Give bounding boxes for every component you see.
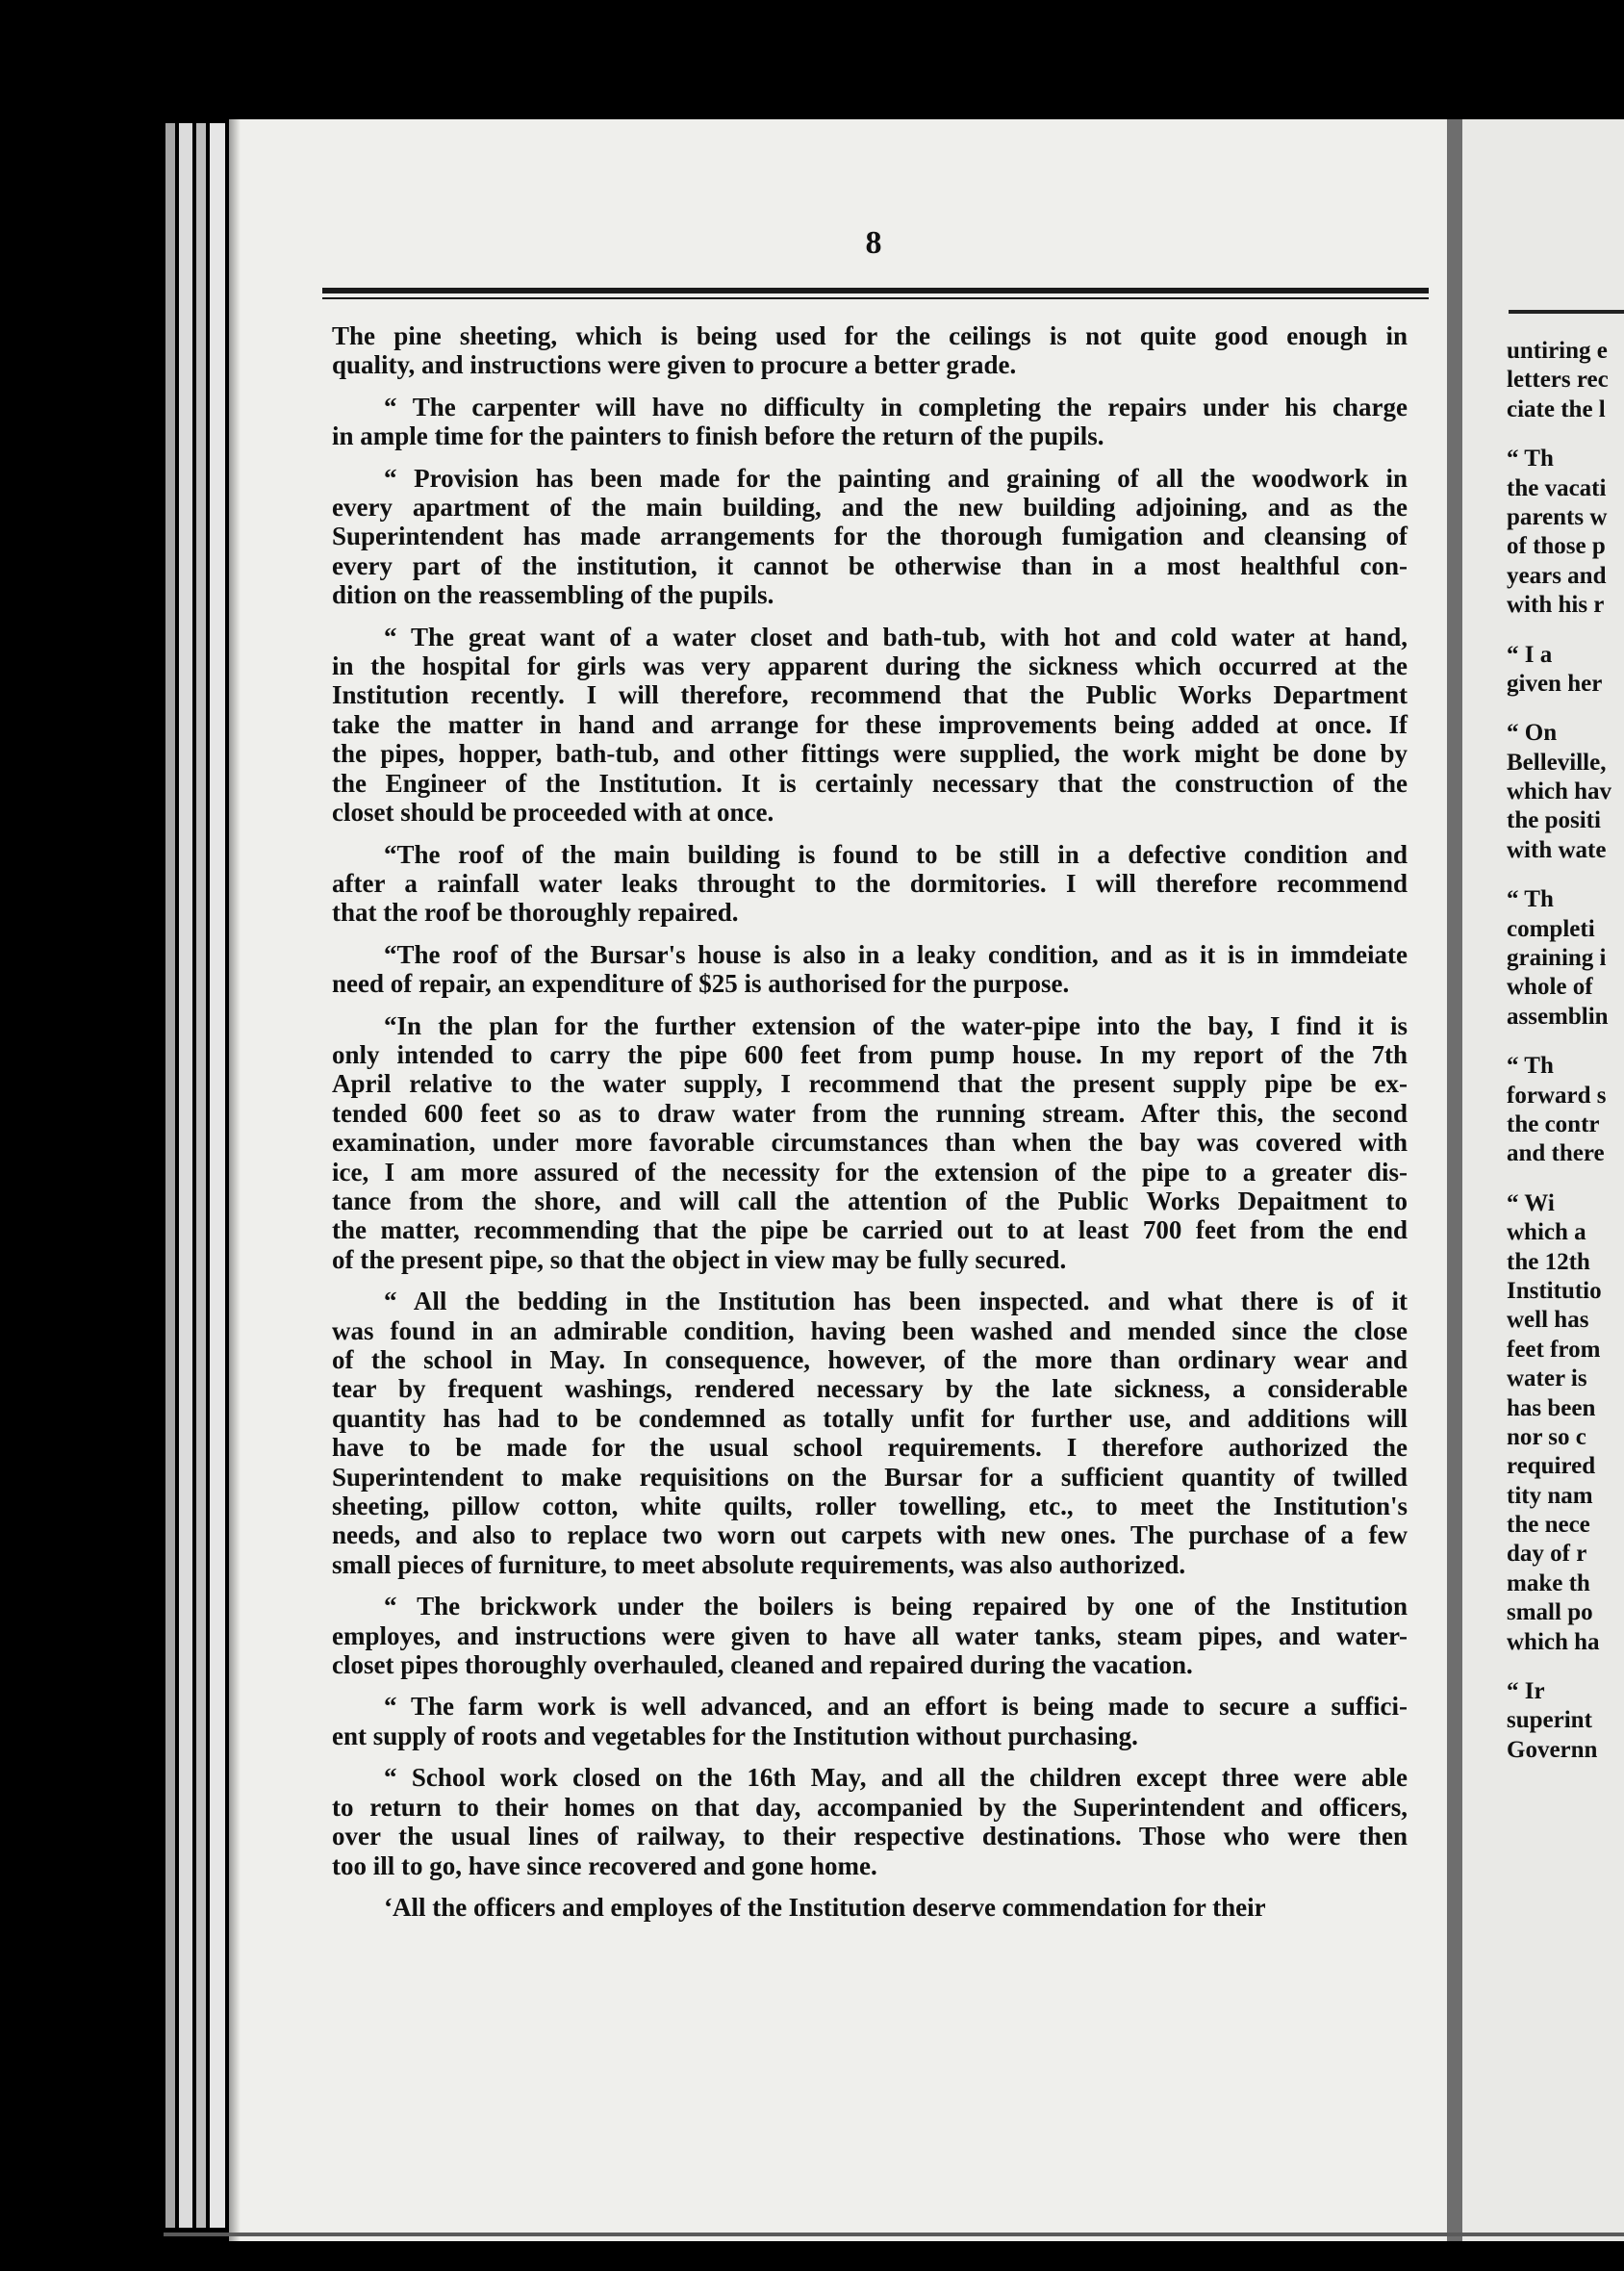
binding-edge [210, 123, 225, 2228]
line-gap [1507, 621, 1624, 641]
line-gap [1507, 1169, 1624, 1189]
text-line: “ Provision has been made for the painting and graining of all the woodwork in [384, 463, 1408, 493]
text-line: “In the plan for the further extension of the water-pipe into the bay, I find it is [384, 1010, 1408, 1040]
facing-page-text [1507, 337, 1624, 1765]
line-gap [1507, 865, 1624, 885]
facing-text-line: “ On [1507, 720, 1558, 747]
text-line: of the school in May. In consequence, however, of the more than ordinary wear and [332, 1345, 1408, 1374]
facing-text-line: day of r [1507, 1541, 1587, 1568]
facing-text-line: assemblin [1507, 1003, 1609, 1030]
text-line: in ample time for the painters to finish before the return of the pupils. [332, 421, 1104, 451]
facing-text-line: water is [1507, 1365, 1587, 1392]
text-line: “ The great want of a water closet and bath-tub, with hot and cold water at hand, [384, 622, 1408, 651]
bottom-edge [164, 2233, 1624, 2236]
text-line: “The roof of the main building is found to be still in a defective condition and [384, 839, 1408, 869]
paragraph [332, 321, 1408, 380]
facing-text-line: untiring e [1507, 338, 1608, 364]
text-line: have to be made for the usual school requirements. I therefore authorized the [332, 1433, 1408, 1463]
text-line: ice, I am more assured of the necessity for the extension of the pipe to a greater dis- [332, 1157, 1408, 1187]
facing-text-line: completi [1507, 915, 1595, 942]
facing-text-line: parents w [1507, 503, 1608, 530]
paragraph [332, 623, 1408, 828]
facing-text-line: has been [1507, 1394, 1596, 1421]
facing-text-line: with wate [1507, 836, 1607, 863]
facing-text-line: Belleville, [1507, 749, 1607, 776]
text-line: Superintendent has made arrangements for the thorough fumigation and cleansing of [332, 522, 1408, 551]
paragraph [332, 840, 1408, 928]
gutter-shadow [1447, 119, 1462, 2241]
line-gap [1507, 699, 1624, 719]
line-gap [1507, 424, 1624, 445]
facing-text-line: the nece [1507, 1512, 1590, 1539]
facing-text-line: which hav [1507, 778, 1612, 805]
text-line: small pieces of furniture, to meet absolute requirements, was also authorized. [332, 1549, 1186, 1579]
text-line: quantity has had to be condemned as totally unfit for further use, and additions will [332, 1403, 1408, 1433]
body-text [332, 321, 1408, 1934]
text-line: “The roof of the Bursar's house is also in a leaky condition, and as it is in immdeiate [384, 939, 1408, 969]
text-line: Institution recently. I will therefore, recommend that the Public Works Department [332, 680, 1408, 710]
text-line: examination, under more favorable circumstances than when the bay was covered with [332, 1128, 1408, 1158]
text-line: take the matter in hand and arrange for these improvements being added at once. If [332, 709, 1408, 739]
text-line: Superintendent to make requisitions on the Bursar for a sufficient quantity of twilled [332, 1462, 1408, 1492]
facing-text-line: “ Th [1507, 446, 1554, 472]
text-line: closet pipes thoroughly overhauled, cleaned and repaired during the vacation. [332, 1650, 1193, 1680]
facing-text-line: “ Ir [1507, 1678, 1545, 1705]
text-line: every part of the institution, it cannot be otherwise than in a most healthful con- [332, 550, 1408, 580]
text-line: needs, and also to replace two worn out carpets with new ones. The purchase of a few [332, 1520, 1408, 1550]
text-line: need of repair, an expenditure of $25 is authorised for the purpose. [332, 969, 1070, 999]
paragraph [332, 1763, 1408, 1880]
header-rule-thin [322, 297, 1429, 299]
paragraph [332, 1011, 1408, 1275]
page-shadow [229, 119, 241, 2241]
facing-text-line: Institutio [1507, 1277, 1602, 1304]
text-line: of the present pipe, so that the object in view may be fully secured. [332, 1244, 1067, 1274]
text-line: tended 600 feet so as to draw water from the running stream. After this, the second [332, 1098, 1408, 1128]
paragraph [332, 1592, 1408, 1679]
page-number: 8 [865, 225, 882, 261]
paragraph [332, 1893, 1408, 1922]
facing-text-line: ciate the l [1507, 396, 1606, 422]
facing-text-line: “ Th [1507, 1053, 1554, 1080]
text-line: tance from the shore, and will call the attention of the Public Works Depaitment to [332, 1186, 1408, 1215]
facing-text-line: whole of [1507, 974, 1593, 1001]
facing-text-line: nor so c [1507, 1423, 1586, 1450]
text-line: “ All the bedding in the Institution has been inspected. and what there is of it [384, 1287, 1408, 1316]
facing-text-line: graining i [1507, 945, 1607, 972]
line-gap [1507, 1032, 1624, 1052]
text-line: the pipes, hopper, bath-tub, and other fittings were supplied, the work might be done by [332, 739, 1408, 769]
text-line: over the usual lines of railway, to their respective destinations. Those who were then [332, 1822, 1408, 1851]
text-line: employes, and instructions were given to have all water tanks, steam pipes, and water- [332, 1620, 1408, 1650]
facing-text-line: letters rec [1507, 367, 1609, 394]
line-gap [1507, 1657, 1624, 1677]
text-line: after a rainfall water leaks throught to the dormitories. I will therefore recommend [332, 868, 1408, 898]
header-rule-thick [322, 288, 1429, 293]
facing-text-line: “ Wi [1507, 1189, 1555, 1216]
facing-text-line: and there [1507, 1140, 1605, 1167]
text-line: to return to their homes on that day, accompanied by the Superintendent and officers, [332, 1792, 1408, 1822]
facing-text-line: Governn [1507, 1736, 1598, 1763]
facing-text-line: feet from [1507, 1336, 1601, 1363]
text-line: too ill to go, have since recovered and gone home. [332, 1850, 877, 1880]
text-line: every apartment of the main building, and the new building adjoining, and as the [332, 493, 1408, 523]
facing-text-line: years and [1507, 562, 1607, 589]
text-line: that the roof be thoroughly repaired. [332, 898, 739, 928]
facing-text-line: superint [1507, 1707, 1592, 1734]
facing-page [1462, 119, 1624, 2241]
facing-text-line: tity nam [1507, 1482, 1593, 1509]
facing-text-line: “ Th [1507, 886, 1554, 913]
binding-edge [179, 123, 192, 2228]
facing-text-line: which a [1507, 1219, 1586, 1246]
facing-text-line: the positi [1507, 807, 1601, 834]
text-line: April relative to the water supply, I recommend that the present supply pipe be ex- [332, 1069, 1408, 1099]
binding-edge [196, 123, 206, 2228]
paragraph [332, 1287, 1408, 1579]
text-line: “ The brickwork under the boilers is being repaired by one of the Institution [384, 1592, 1408, 1621]
text-line: tear by frequent washings, rendered necessary by the late sickness, a considerable [332, 1374, 1408, 1404]
facing-text-line: forward s [1507, 1082, 1607, 1109]
facing-text-line: of those p [1507, 533, 1606, 560]
text-line: was found in an admirable condition, having been washed and mended since the close [332, 1315, 1408, 1345]
text-line: the Engineer of the Institution. It is certainly necessary that the construction of the [332, 768, 1408, 798]
paragraph [332, 393, 1408, 451]
text-line: ‘All the officers and employes of the Institution deserve commendation for their [384, 1892, 1266, 1922]
text-line: ent supply of roots and vegetables for the Institution without purchasing. [332, 1721, 1138, 1750]
left-page [229, 119, 1447, 2241]
facing-text-line: the 12th [1507, 1248, 1590, 1275]
facing-text-line: make th [1507, 1569, 1590, 1596]
text-line: “ The farm work is well advanced, and an effort is being made to secure a suffici- [384, 1692, 1408, 1722]
paragraph [332, 940, 1408, 999]
binding-edge [165, 123, 175, 2228]
text-line: The pine sheeting, which is being used for the ceilings is not quite good enough in [332, 321, 1408, 350]
paragraph [332, 1692, 1408, 1750]
facing-text-line: which ha [1507, 1628, 1600, 1655]
facing-page-rule [1509, 310, 1624, 314]
text-line: only intended to carry the pipe 600 feet from pump house. In my report of the 7th [332, 1039, 1408, 1069]
text-line: “ School work closed on the 16th May, and all the children except three were able [384, 1763, 1408, 1793]
text-line: closet should be proceeded with at once. [332, 798, 774, 828]
facing-text-line: small po [1507, 1599, 1593, 1626]
text-line: quality, and instructions were given to procure a better grade. [332, 350, 1017, 380]
facing-text-line: the contr [1507, 1110, 1600, 1137]
facing-text-line: well has [1507, 1307, 1589, 1334]
paragraph [332, 464, 1408, 610]
text-line: sheeting, pillow cotton, white quilts, roller towelling, etc., to meet the Institution's [332, 1492, 1408, 1521]
facing-text-line: the vacati [1507, 474, 1607, 501]
facing-text-line: “ I a [1507, 641, 1553, 668]
text-line: the matter, recommending that the pipe be carried out to at least 700 feet from the end [332, 1215, 1408, 1245]
facing-text-line: with his r [1507, 592, 1605, 619]
text-line: in the hospital for girls was very apparent during the sickness which occurred at the [332, 651, 1408, 681]
text-line: dition on the reassembling of the pupils. [332, 580, 774, 610]
facing-text-line: given her [1507, 670, 1603, 697]
text-line: “ The carpenter will have no difficulty in completing the repairs under his charge [384, 392, 1408, 421]
facing-text-line: required [1507, 1453, 1596, 1480]
